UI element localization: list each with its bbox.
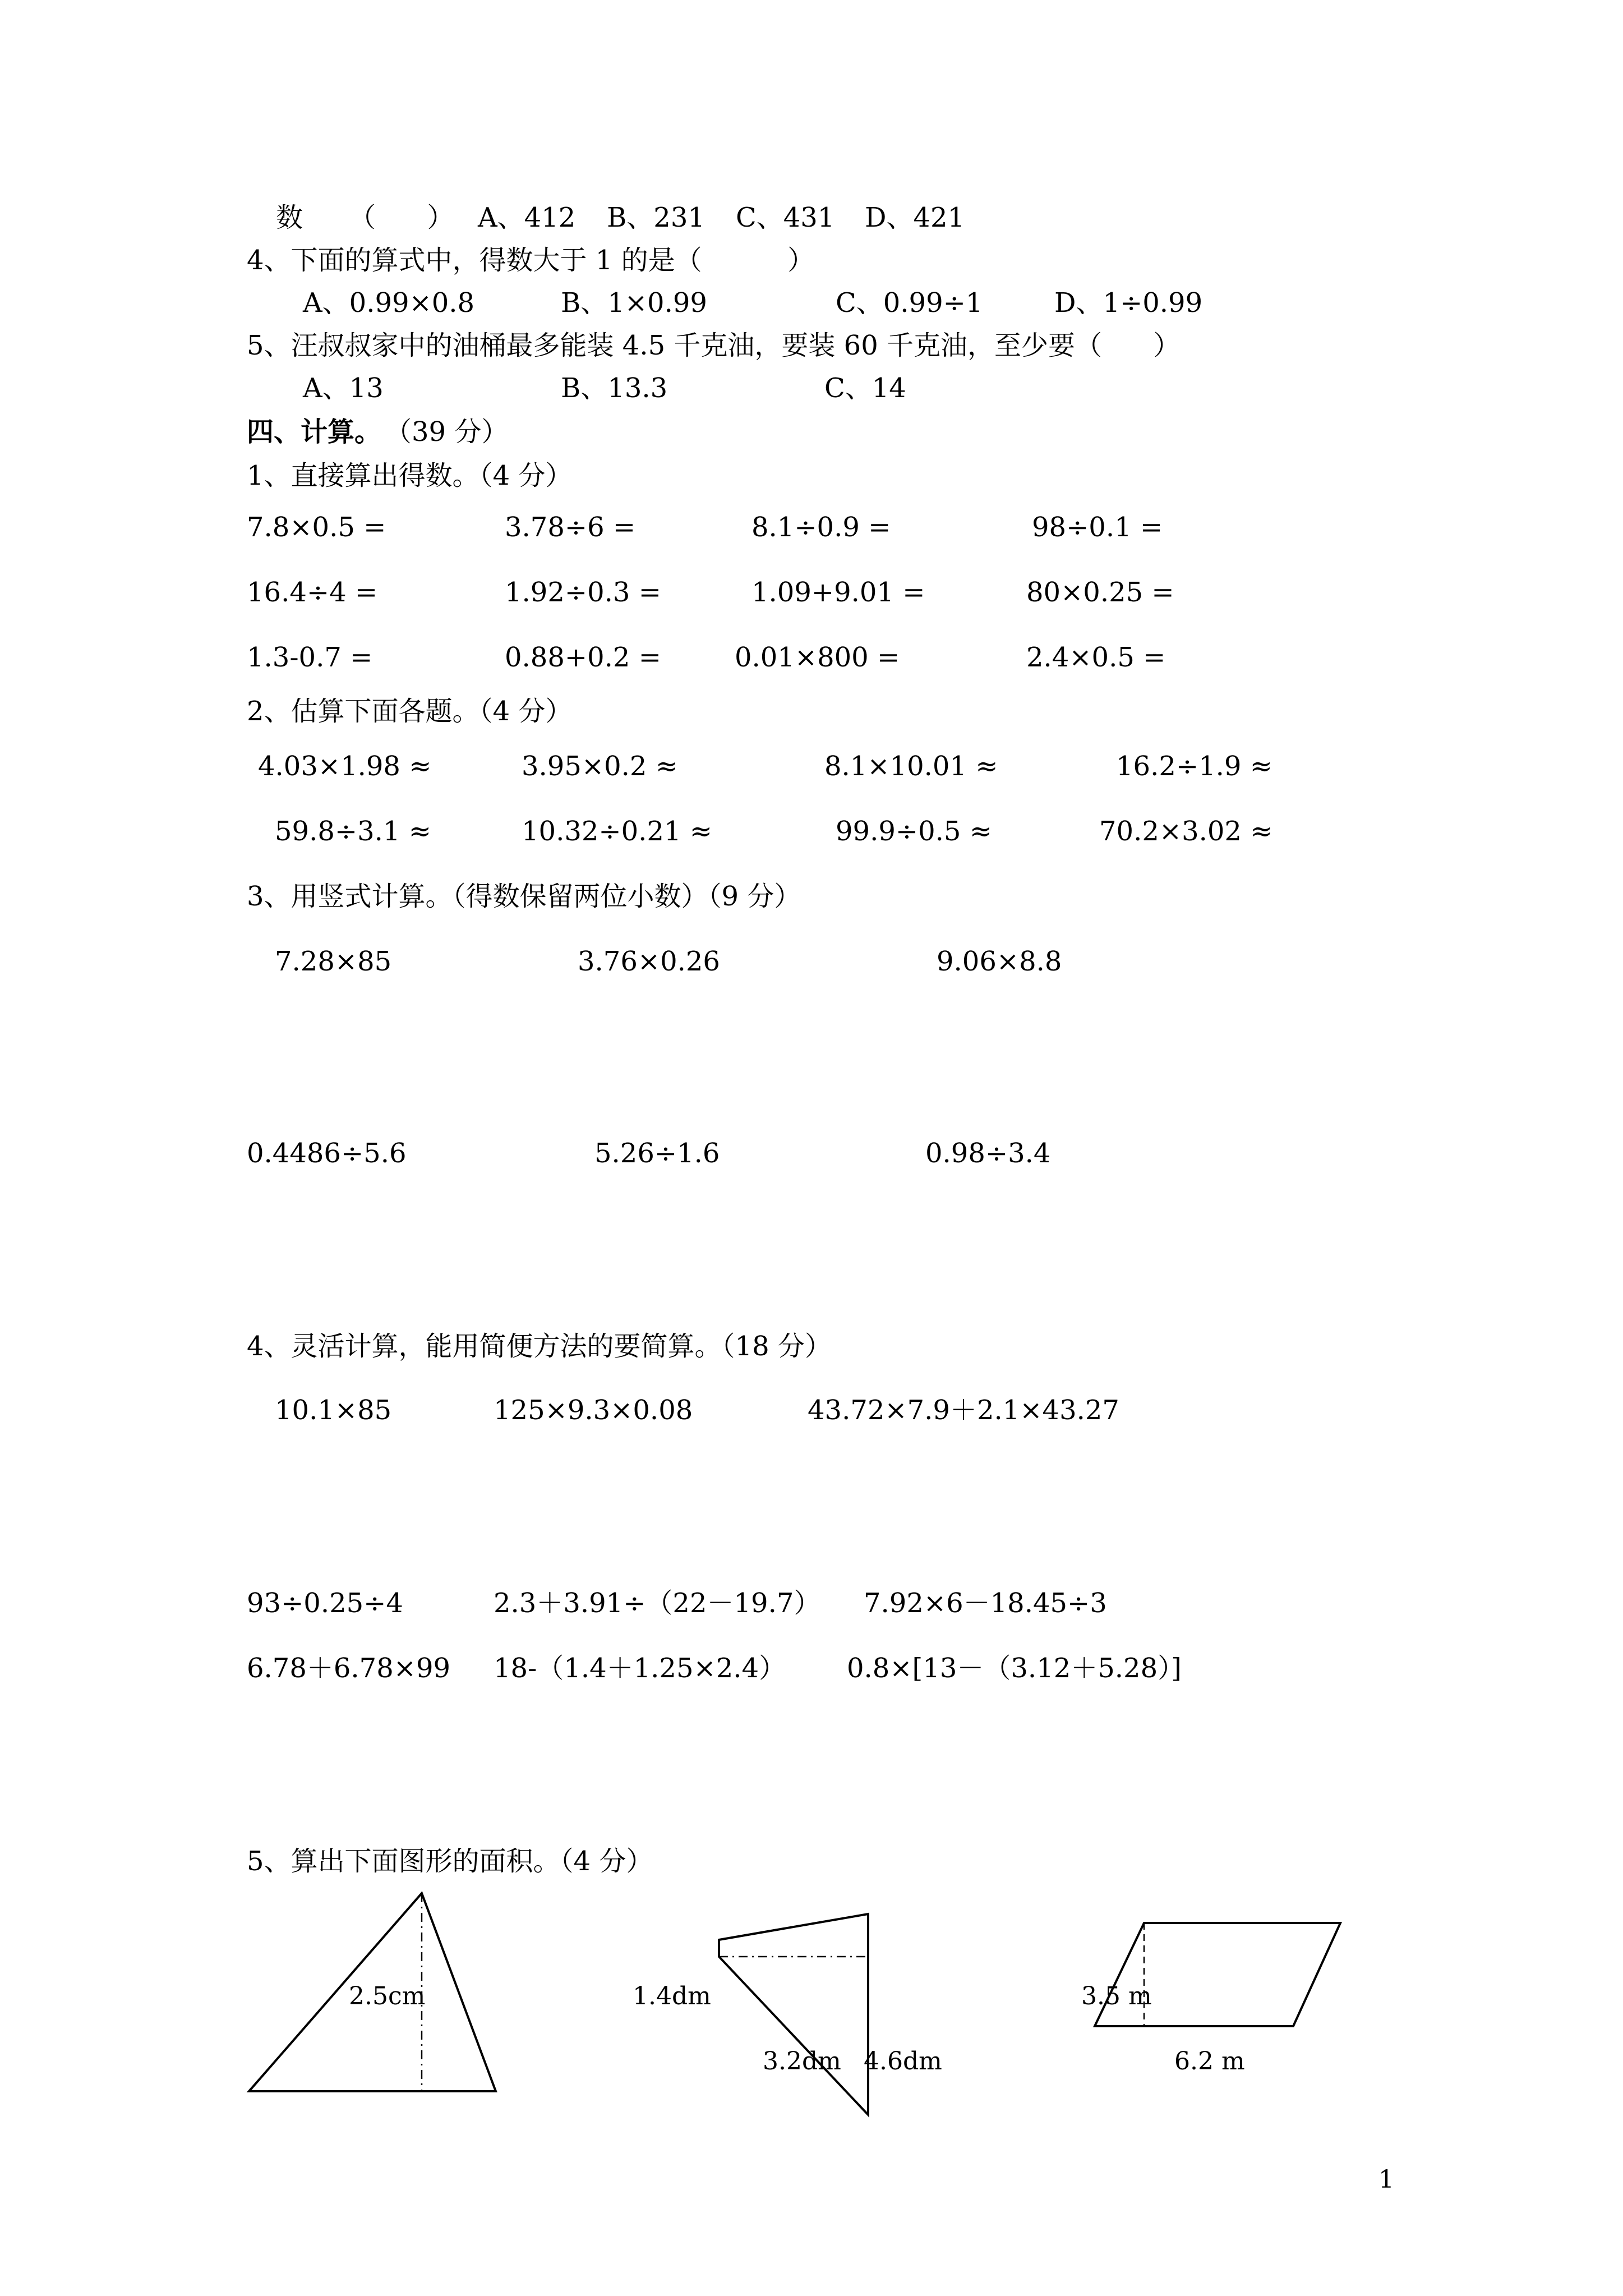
page-number: 1 xyxy=(1378,2165,1394,2194)
q3-option-c: C、431 xyxy=(736,202,835,233)
q3-answer-paren: （ ） xyxy=(349,202,454,233)
p2-r1-c3: 8.1×10.01 ≈ xyxy=(824,751,998,782)
p1-r2-c4: 80×0.25 = xyxy=(1026,577,1174,608)
p4-r3-c1: 6.78＋6.78×99 xyxy=(247,1653,451,1684)
q4-stem: 4、下面的算式中，得数大于 1 的是（ ） xyxy=(247,245,815,276)
parallelogram-base-label: 6.2 m xyxy=(1174,2047,1245,2076)
q5-option-c: C、14 xyxy=(824,372,906,404)
p2-r2-c2: 10.32÷0.21 ≈ xyxy=(522,816,712,847)
p2-r1-c1: 4.03×1.98 ≈ xyxy=(258,751,432,782)
p3-r1-c1: 7.28×85 xyxy=(275,946,392,977)
trapezoid-middle-label: 3.2dm xyxy=(763,2047,841,2076)
p4-r1-c1: 10.1×85 xyxy=(275,1395,392,1426)
q3-option-d: D、421 xyxy=(865,202,965,233)
section-title: 四、计算。 xyxy=(247,416,382,448)
q3-option-b: B、231 xyxy=(607,202,705,233)
q5-stem: 5、汪叔叔家中的油桶最多能装 4.5 千克油，要装 60 千克油，至少要（ ） xyxy=(247,330,1181,361)
p1-r1-c3: 8.1÷0.9 = xyxy=(751,512,891,543)
p1-r3-c2: 0.88+0.2 = xyxy=(505,642,661,673)
p4-r1-c3: 43.72×7.9＋2.1×43.27 xyxy=(808,1395,1119,1426)
q5-option-b: B、13.3 xyxy=(561,372,668,404)
p2-r2-c3: 99.9÷0.5 ≈ xyxy=(836,816,992,847)
parallelogram-figure xyxy=(1095,1923,1340,2026)
p4-r1-c2: 125×9.3×0.08 xyxy=(494,1395,693,1426)
q3-option-a: A、412 xyxy=(478,202,576,233)
p2-r2-c4: 70.2×3.02 ≈ xyxy=(1099,816,1273,847)
trapezoid-left-label: 1.4dm xyxy=(633,1982,711,2010)
part4-title: 4、灵活计算，能用简便方法的要简算。（18 分） xyxy=(247,1331,832,1362)
q3-tail-text: 数 xyxy=(276,202,303,233)
trapezoid-figure xyxy=(719,1914,868,2115)
trapezoid-right-label: 4.6dm xyxy=(864,2047,942,2076)
section-score: （39 分） xyxy=(385,416,509,448)
part5-title: 5、算出下面图形的面积。（4 分） xyxy=(247,1846,653,1877)
p3-r1-c3: 9.06×8.8 xyxy=(937,946,1062,977)
q4-option-d: D、1÷0.99 xyxy=(1054,287,1203,319)
part1-title: 1、直接算出得数。（4 分） xyxy=(247,460,573,491)
p3-r2-c1: 0.4486÷5.6 xyxy=(247,1138,407,1169)
p3-r1-c2: 3.76×0.26 xyxy=(578,946,720,977)
p2-r1-c4: 16.2÷1.9 ≈ xyxy=(1116,751,1272,782)
p3-r2-c3: 0.98÷3.4 xyxy=(925,1138,1051,1169)
p4-r2-c2: 2.3＋3.91÷（22－19.7） xyxy=(494,1588,821,1619)
part3-title: 3、用竖式计算。（得数保留两位小数）（9 分） xyxy=(247,881,801,912)
parallelogram-height-label: 3.5 m xyxy=(1081,1982,1152,2010)
p4-r3-c3: 0.8×[13－（3.12＋5.28）] xyxy=(847,1653,1182,1684)
p1-r3-c4: 2.4×0.5 = xyxy=(1026,642,1166,673)
p1-r1-c2: 3.78÷6 = xyxy=(505,512,636,543)
p2-r1-c2: 3.95×0.2 ≈ xyxy=(522,751,678,782)
p1-r3-c3: 0.01×800 = xyxy=(735,642,900,673)
q4-option-b: B、1×0.99 xyxy=(561,287,707,319)
p2-r2-c1: 59.8÷3.1 ≈ xyxy=(275,816,431,847)
q5-option-a: A、13 xyxy=(303,372,384,404)
p1-r2-c2: 1.92÷0.3 = xyxy=(505,577,661,608)
p4-r3-c2: 18-（1.4＋1.25×2.4） xyxy=(494,1653,786,1684)
q4-option-a: A、0.99×0.8 xyxy=(303,287,475,319)
p4-r2-c1: 93÷0.25÷4 xyxy=(247,1588,403,1619)
p1-r3-c1: 1.3-0.7 = xyxy=(247,642,373,673)
part2-title: 2、估算下面各题。（4 分） xyxy=(247,696,573,727)
p1-r1-c4: 98÷0.1 = xyxy=(1032,512,1163,543)
triangle-height-label: 2.5cm xyxy=(349,1982,426,2010)
p1-r1-c1: 7.8×0.5 = xyxy=(247,512,386,543)
q4-option-c: C、0.99÷1 xyxy=(836,287,983,319)
p4-r2-c3: 7.92×6－18.45÷3 xyxy=(864,1588,1107,1619)
p1-r2-c3: 1.09+9.01 = xyxy=(751,577,925,608)
p3-r2-c2: 5.26÷1.6 xyxy=(594,1138,720,1169)
p1-r2-c1: 16.4÷4 = xyxy=(247,577,378,608)
